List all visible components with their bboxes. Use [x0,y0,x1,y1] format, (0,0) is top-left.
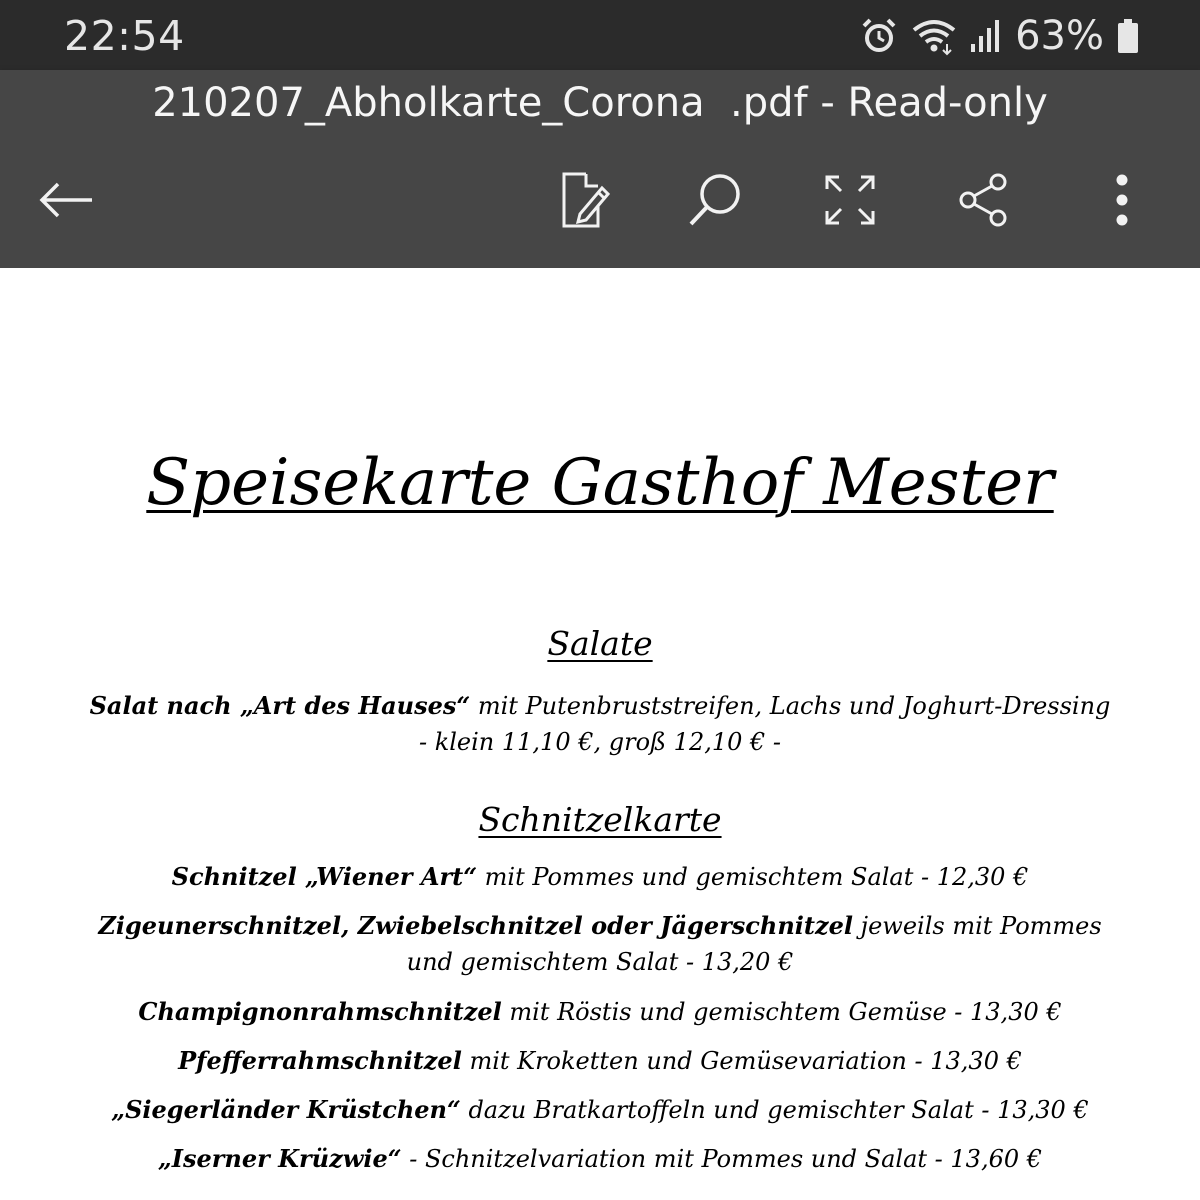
item-name: Pfefferrahmschnitzel [178,1046,462,1075]
fullscreen-button[interactable] [818,170,882,234]
item-description: mit Kroketten und Gemüsevariation - 13,30 € [461,1047,1022,1075]
app-bar [0,70,1200,268]
menu-item-zigeuner-zwiebel-jaeger [40,907,1160,945]
search-icon [686,170,746,234]
battery-percent: 63% [1015,13,1104,59]
signal-icon [969,16,1003,56]
search-button[interactable] [684,170,748,234]
item-name: Champignonrahmschnitzel [138,997,502,1026]
item-description: jeweils mit Pommes [853,912,1102,940]
fullscreen-icon [823,173,877,231]
wifi-icon [911,16,957,56]
item-description: mit Pommes und gemischtem Salat - 12,30 € [477,863,1029,891]
menu-item-iserner [40,1140,1160,1178]
share-icon [956,172,1012,232]
menu-item-salat-haus [40,687,1160,725]
more-options-button[interactable] [1090,170,1154,234]
more-icon [1112,172,1132,232]
item-description: dazu Bratkartoffeln und gemischter Salat - 13,30 € [460,1096,1089,1124]
back-arrow-icon [36,178,96,226]
edit-icon [554,170,610,234]
item-name: Zigeunerschnitzel, Zwiebelschnitzel oder Jägerschnitzel [98,911,853,940]
status-time: 22:54 [64,12,185,60]
share-button[interactable] [952,170,1016,234]
menu-item-wiener [40,858,1160,896]
status-bar [0,0,1200,70]
alarm-icon [859,16,899,56]
menu-item-siegerlaender [40,1091,1160,1129]
menu-title: Speisekarte Gasthof Mester [146,446,1054,520]
edit-button[interactable] [550,170,614,234]
section-heading-schnitzelkarte: Schnitzelkarte [478,800,722,839]
item-description: mit Röstis und gemischtem Gemüse - 13,30 € [501,998,1062,1026]
status-icons [859,12,1140,60]
battery-icon [1116,16,1140,56]
item-name: „Siegerländer Krüstchen“ [111,1095,461,1124]
section-heading-salate: Salate [547,624,653,663]
item-description: mit Putenbruststreifen, Lachs und Joghurt-Dressing [470,692,1111,720]
menu-item-zigeuner-price: und gemischtem Salat - 13,20 € [406,948,794,976]
item-description: - Schnitzelvariation mit Pommes und Salat - 13,60 € [401,1145,1043,1173]
menu-item-champignonrahm [40,993,1160,1031]
back-button[interactable] [34,170,98,234]
item-name: „Iserner Krüzwie“ [157,1144,402,1173]
pdf-page [0,268,1200,1200]
item-name: Schnitzel „Wiener Art“ [171,862,478,891]
menu-item-pfefferrahm [40,1042,1160,1080]
menu-item-salat-haus-price: - klein 11,10 €, groß 12,10 € - [418,728,782,756]
item-name: Salat nach „Art des Hauses“ [89,691,471,720]
document-title: 210207_Abholkarte_Corona .pdf - Read-only [152,80,1048,126]
